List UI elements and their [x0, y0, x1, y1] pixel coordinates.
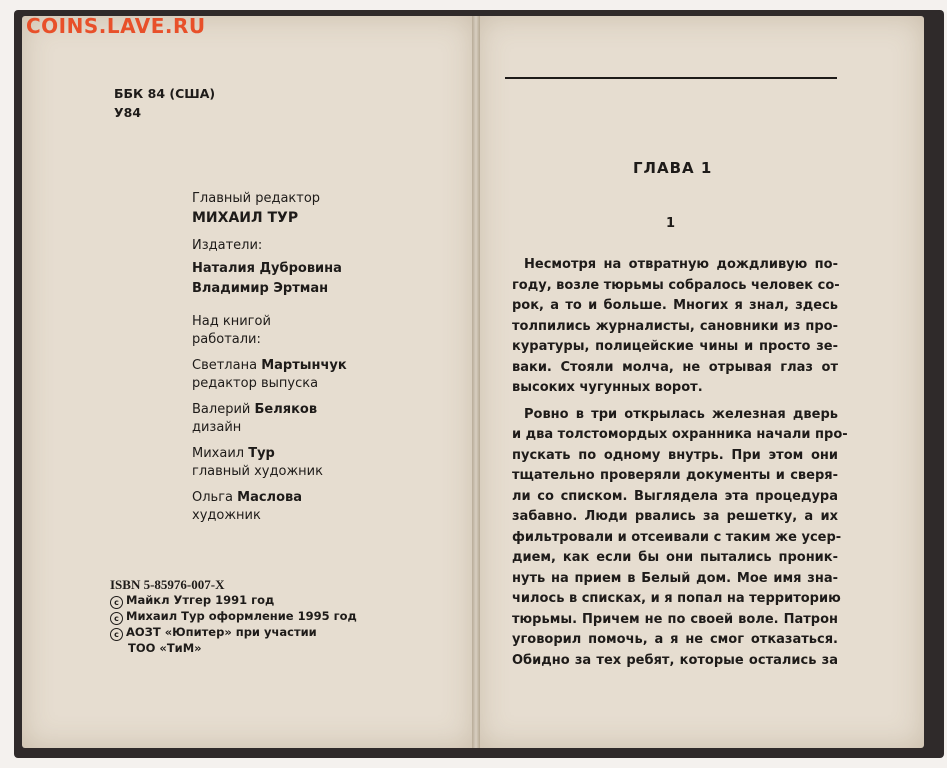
isbn: ISBN 5-85976-007-X	[110, 577, 225, 592]
text-line: забавно. Люди рвались за решетку, а их	[512, 509, 838, 524]
credit-first-name: Валерий	[192, 402, 255, 417]
publisher-name: Наталия Дубровина	[192, 261, 342, 276]
copyright-icon: c	[110, 628, 123, 641]
text-line: чилось в списках, и я попал на территорию	[512, 591, 841, 606]
text-line: ли со списком. Выглядела эта процедура	[512, 488, 838, 504]
credit-role: главный художник	[192, 464, 323, 479]
text-line: уговорил помочь, а я не смог отказаться.	[512, 632, 838, 647]
credit-first-name: Михаил	[192, 446, 249, 461]
text-line: ваки. Стояли молча, не отрывая глаз от	[512, 359, 838, 375]
text-line: Ровно в три открылась железная дверь	[524, 406, 838, 422]
credit-first-name: Светлана	[192, 358, 262, 373]
worked-label-group	[192, 313, 347, 349]
credit-entry	[192, 357, 347, 393]
section-number: 1	[666, 216, 676, 231]
text-line: тюрьмы. Причем не по своей воле. Патрон	[512, 611, 838, 627]
text-line: и два толстомордых охранника начали про-	[512, 427, 848, 442]
editor-group	[192, 190, 347, 229]
copyright-icon: c	[110, 612, 123, 625]
credit-last-name: Мартынчук	[261, 358, 347, 373]
copyright-line: Михаил Тур оформление 1995 год	[126, 608, 357, 623]
copyright-line: АОЗТ «Юпитер» при участии	[126, 624, 317, 639]
editor-name: МИХАИЛ ТУР	[192, 210, 299, 226]
editor-role: Главный редактор	[192, 191, 321, 206]
publisher-name: Владимир Эртман	[192, 281, 329, 296]
worked-label: Над книгой	[192, 314, 271, 329]
copyright-line: ТОО «ТиМ»	[128, 640, 202, 655]
publishers-group	[192, 237, 347, 299]
worked-label: работали:	[192, 332, 261, 347]
credit-entry	[192, 401, 347, 437]
chapter-title: ГЛАВА 1	[633, 159, 713, 177]
header-rule	[505, 77, 837, 79]
credit-role: художник	[192, 508, 261, 523]
text-line: толпились журналисты, сановники из про-	[512, 318, 838, 334]
credit-last-name: Беляков	[254, 402, 318, 417]
credit-last-name: Тур	[248, 446, 275, 461]
text-line: дием, как если бы они пытались проник-	[512, 550, 838, 565]
credits-block	[192, 190, 347, 533]
credit-role: дизайн	[192, 420, 242, 435]
publishers-label: Издатели:	[192, 238, 263, 253]
credit-role: редактор выпуска	[192, 376, 319, 391]
body-text	[512, 255, 848, 671]
watermark: COINS.LAVE.RU	[26, 14, 206, 38]
text-line: фильтровали и отсеивали с таким же усер-	[512, 529, 842, 545]
text-line: пускать по одному внутрь. При этом они	[512, 447, 838, 463]
bbk-code: ББК 84 (США)	[114, 86, 216, 101]
credit-first-name: Ольга	[192, 490, 238, 505]
copyright-line: Майкл Утгер 1991 год	[126, 592, 275, 607]
text-line: Несмотря на отвратную дождливую по-	[524, 257, 838, 272]
text-line: Обидно за тех ребят, которые остались за	[512, 652, 838, 668]
text-line: году, возле тюрьмы собралось человек со-	[512, 277, 840, 293]
text-line: рок, а то и больше. Многих я знал, здесь	[512, 298, 838, 313]
bbk-block	[114, 84, 215, 122]
text-line: высоких чугунных ворот.	[512, 380, 703, 395]
credit-entry	[192, 445, 347, 481]
text-line: тщательно проверяли документы и сверя-	[512, 468, 838, 483]
credit-last-name: Маслова	[237, 490, 303, 505]
imprint-block	[110, 578, 357, 655]
text-line: куратуры, полицейские чины и просто зе-	[512, 339, 838, 354]
book-spine	[472, 16, 480, 748]
author-code: У84	[114, 105, 142, 120]
text-line: нуть на прием в Белый дом. Мое имя зна-	[512, 570, 838, 586]
credit-entry	[192, 489, 347, 525]
copyright-icon: c	[110, 596, 123, 609]
